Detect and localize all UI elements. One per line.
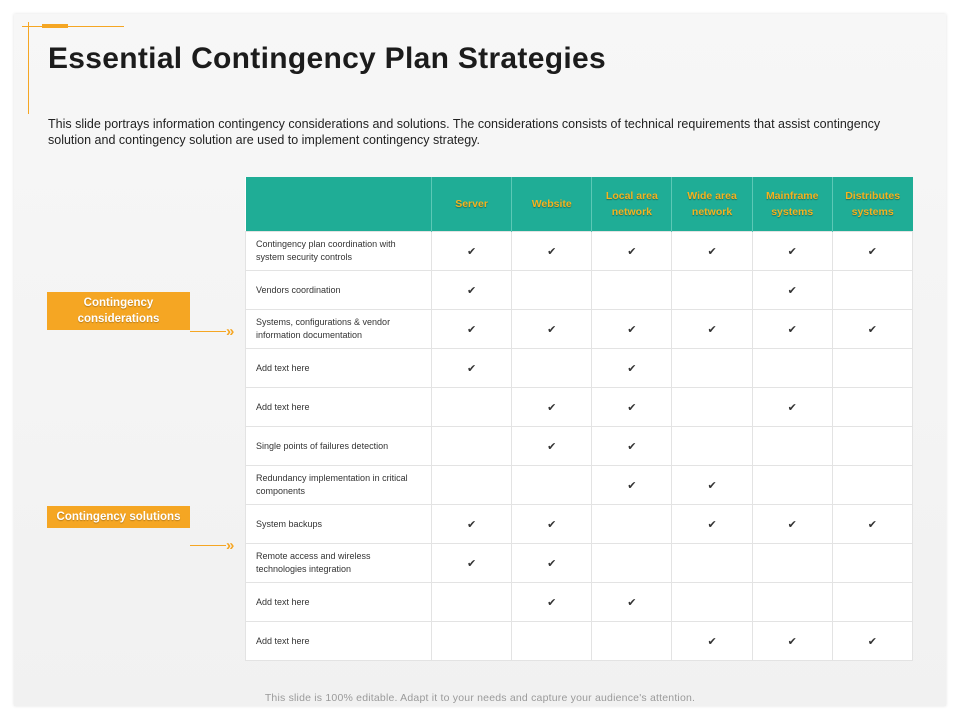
table-cell <box>432 505 512 544</box>
connector-line <box>190 331 226 332</box>
checkmark-icon: ✔ <box>466 518 477 531</box>
row-label: Add text here <box>246 622 432 661</box>
checkmark-icon: ✔ <box>466 557 477 570</box>
table-cell <box>672 583 752 622</box>
table-row <box>246 583 913 622</box>
table-cell <box>512 466 592 505</box>
table-row <box>246 622 913 661</box>
checkmark-icon: ✔ <box>547 323 557 336</box>
table-cell <box>432 388 512 427</box>
table-cell <box>592 349 672 388</box>
table-row <box>246 232 913 271</box>
checkmark-icon: ✔ <box>547 518 557 531</box>
table-cell <box>432 271 512 310</box>
table-cell <box>432 466 512 505</box>
table-cell <box>592 583 672 622</box>
decorative-accent <box>42 24 68 28</box>
table-cell <box>672 271 752 310</box>
column-header: Distributes systems <box>832 177 912 232</box>
checkmark-icon: ✔ <box>627 596 637 609</box>
table-cell <box>832 466 912 505</box>
row-label: Add text here <box>246 349 432 388</box>
row-label: Systems, configurations & vendor information documentation <box>246 310 432 349</box>
table-cell <box>592 466 672 505</box>
decorative-line <box>22 26 124 27</box>
table-row <box>246 310 913 349</box>
header-row <box>246 177 913 232</box>
table-cell <box>432 427 512 466</box>
checkmark-icon: ✔ <box>707 479 717 492</box>
table-cell <box>752 310 832 349</box>
checkmark-icon: ✔ <box>466 284 477 297</box>
column-header: Wide area network <box>672 177 752 232</box>
considerations-tag: Contingency considerations <box>47 292 190 330</box>
checkmark-icon: ✔ <box>547 557 557 570</box>
table-row <box>246 349 913 388</box>
arrow-icon: » <box>226 537 235 554</box>
table-cell <box>512 505 592 544</box>
table-cell <box>592 271 672 310</box>
table-cell <box>832 505 912 544</box>
table-row <box>246 427 913 466</box>
table-cell <box>672 388 752 427</box>
checkmark-icon: ✔ <box>787 635 797 648</box>
checkmark-icon: ✔ <box>787 323 797 336</box>
table-cell <box>752 388 832 427</box>
checkmark-icon: ✔ <box>627 440 637 453</box>
row-label: Add text here <box>246 583 432 622</box>
table-cell <box>672 310 752 349</box>
table-cell <box>432 232 512 271</box>
column-header: Server <box>432 177 512 232</box>
table-cell <box>512 622 592 661</box>
checkmark-icon: ✔ <box>867 635 877 648</box>
arrow-icon: » <box>226 323 235 340</box>
table-cell <box>752 466 832 505</box>
table-cell <box>512 310 592 349</box>
solutions-tag: Contingency solutions <box>47 506 190 528</box>
row-label: Contingency plan coordination with system security controls <box>246 232 432 271</box>
table-cell <box>512 232 592 271</box>
checkmark-icon: ✔ <box>627 323 637 336</box>
checkmark-icon: ✔ <box>627 479 637 492</box>
row-label: Add text here <box>246 388 432 427</box>
table-cell <box>752 622 832 661</box>
checkmark-icon: ✔ <box>547 596 557 609</box>
checkmark-icon: ✔ <box>627 362 637 375</box>
column-header: Mainframe systems <box>752 177 832 232</box>
table-header <box>246 177 913 232</box>
table-row <box>246 505 913 544</box>
checkmark-icon: ✔ <box>787 245 797 258</box>
table-cell <box>512 388 592 427</box>
table-cell <box>592 388 672 427</box>
table-row <box>246 271 913 310</box>
table-cell <box>752 505 832 544</box>
connector-line <box>190 545 226 546</box>
slide-description: This slide portrays information contingency considerations and solutions. The considerations consists of technical requirements that assist contingency solution and contingency solution are used to implement contingency strategy. <box>48 117 881 147</box>
table-row <box>246 544 913 583</box>
table-cell <box>672 505 752 544</box>
table-cell <box>752 583 832 622</box>
table-cell <box>752 271 832 310</box>
table-cell <box>592 622 672 661</box>
table-cell <box>832 622 912 661</box>
column-header: Local area network <box>592 177 672 232</box>
row-label: System backups <box>246 505 432 544</box>
table-cell <box>592 427 672 466</box>
checkmark-icon: ✔ <box>707 635 717 648</box>
table-cell <box>672 349 752 388</box>
table-cell <box>512 349 592 388</box>
checkmark-icon: ✔ <box>547 440 557 453</box>
checkmark-icon: ✔ <box>787 518 797 531</box>
table-cell <box>832 349 912 388</box>
checkmark-icon: ✔ <box>787 284 797 297</box>
checkmark-icon: ✔ <box>787 401 797 414</box>
table-cell <box>672 466 752 505</box>
table-cell <box>832 232 912 271</box>
table-cell <box>752 544 832 583</box>
table-cell <box>592 232 672 271</box>
table-cell <box>672 544 752 583</box>
checkmark-icon: ✔ <box>547 245 557 258</box>
checkmark-icon: ✔ <box>466 323 477 336</box>
checkmark-icon: ✔ <box>547 401 557 414</box>
page-title: Essential Contingency Plan Strategies <box>48 42 606 75</box>
row-label: Single points of failures detection <box>246 427 432 466</box>
footer-note: This slide is 100% editable. Adapt it to your needs and capture your audience's attention. <box>264 692 696 704</box>
table-cell <box>752 427 832 466</box>
table-cell <box>832 583 912 622</box>
table-cell <box>832 310 912 349</box>
checkmark-icon: ✔ <box>627 245 637 258</box>
checkmark-icon: ✔ <box>707 245 717 258</box>
table-cell <box>432 544 512 583</box>
table-cell <box>672 622 752 661</box>
table-cell <box>512 271 592 310</box>
table-cell <box>752 232 832 271</box>
table-cell <box>672 232 752 271</box>
table-row <box>246 388 913 427</box>
table-cell <box>832 271 912 310</box>
decorative-line <box>28 22 29 114</box>
row-label: Remote access and wireless technologies integration <box>246 544 432 583</box>
checkmark-icon: ✔ <box>867 518 877 531</box>
checkmark-icon: ✔ <box>627 401 637 414</box>
checkmark-icon: ✔ <box>707 323 717 336</box>
table-cell <box>592 310 672 349</box>
table-cell <box>832 388 912 427</box>
table-cell <box>432 349 512 388</box>
checkmark-icon: ✔ <box>707 518 717 531</box>
strategy-table <box>245 177 913 661</box>
column-header: Website <box>512 177 592 232</box>
table-cell <box>592 505 672 544</box>
row-label: Vendors coordination <box>246 271 432 310</box>
checkmark-icon: ✔ <box>867 323 877 336</box>
table-cell <box>432 310 512 349</box>
table-row <box>246 466 913 505</box>
table-cell <box>832 544 912 583</box>
table-body <box>246 232 913 661</box>
table-cell <box>752 349 832 388</box>
checkmark-icon: ✔ <box>466 362 477 375</box>
header-cell-blank <box>246 177 432 232</box>
table-cell <box>432 583 512 622</box>
table-cell <box>512 544 592 583</box>
checkmark-icon: ✔ <box>466 245 477 258</box>
checkmark-icon: ✔ <box>867 245 877 258</box>
table-cell <box>832 427 912 466</box>
table-cell <box>432 622 512 661</box>
table-cell <box>672 427 752 466</box>
table-cell <box>512 427 592 466</box>
table-cell <box>512 583 592 622</box>
row-label: Redundancy implementation in critical components <box>246 466 432 505</box>
table-cell <box>592 544 672 583</box>
